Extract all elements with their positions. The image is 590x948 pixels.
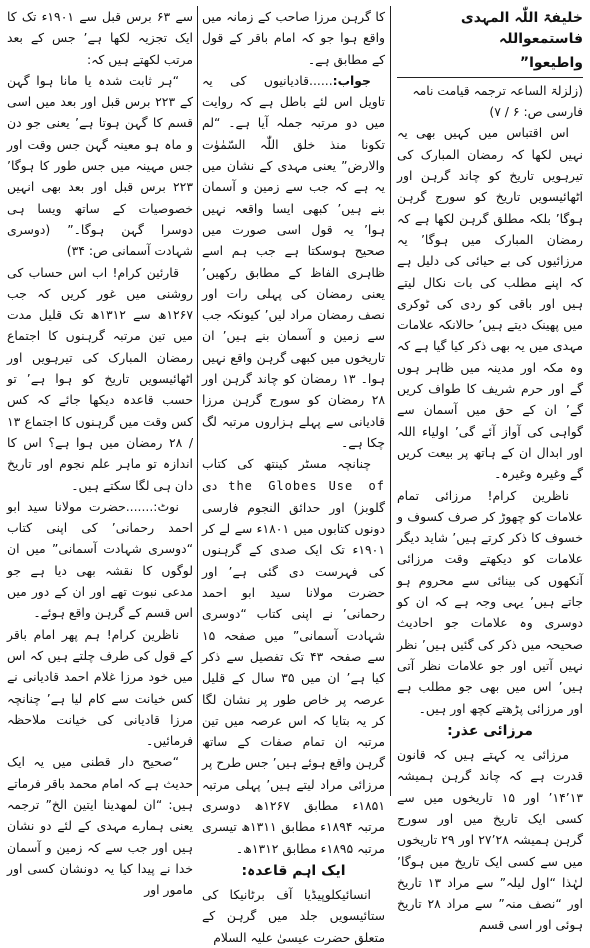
column-middle (202, 6, 385, 945)
paragraph: کا گرہن مرزا صاحب کے زمانہ میں واقع ہوا جو کہ امام باقر کے قول کے مطابق ہے۔ (202, 9, 385, 67)
book-title-english-2: the Globes (228, 478, 318, 493)
book-title-english: Use of (328, 478, 385, 493)
paragraph: انسائیکلوپیڈیا آف برٹانیکا کی ستائیسویں جلد میں گرہن کے متعلق حضرت عیسیٰ علیہ السلام (202, 887, 385, 945)
section-heading: ایک اہم قاعدہ: (241, 862, 346, 879)
quote-title-line-1: خلیفۃ اللّٰہ المہدی فاستمعواللہ (460, 10, 583, 48)
block-quote: “صحیح دار قطنی میں یہ ایک حدیث ہے کہ امام محمد باقر فرماتے ہیں: “ان لمھدینا ایتین الخ” ترجمہ یعنی ہمارے مہدی کے لئے دو نشان ہیں اور جب سے کہ زمین و آسمان خدا نے پیدا کیا یہ دونشان کسی اور مامور اور (7, 754, 193, 898)
book-title-urdu: دی گلوبز) (202, 477, 385, 515)
answer-label: جواب: (332, 72, 371, 88)
note-paragraph: نوٹ:.......حضرت مولانا سید ابو احمد رحمانی’ کی اپنی کتاب “دوسری شہادت آسمانی” میں ان لوگوں کا نقشہ بھی دیا ہے جو مدعی نبوت تھے اور ان کے دور میں اس قسم کے گرہن واقع ہوئے۔ (7, 498, 193, 621)
source-reference: فارسی ص: ۶ / ۷) (489, 104, 583, 120)
section-heading: مرزائی عذر: (447, 722, 533, 739)
column-right (397, 6, 584, 933)
book-text: اور حدائق النجوم فارسی دونوں کتابوں میں ۱۸۰۱ء سے لے کر ۱۹۰۱ء تک ایک صدی کے گرہنوں کی فہرست دی گئی ہے’ اور حضرت مولانا سید ابو احمد رحمانی’ نے اپنی کتاب “دوسری شہادت آسمانی” میں صفحہ ۱۵ سے صفحہ ۴۳ تک تفصیل سے ذکر کیا ہے’ ان میں ۳۵ سال کے قلیل عرصہ پر خاص طور پر نشان لگا کر یہ بتایا کہ اس عرصہ میں تین مرتبہ ان تمام صفات کے ساتھ گرہن واقع ہوئے ہیں’ جس طرح پر مرزائی مراد لیتے ہیں’ پہلی مرتبہ ۱۸۵۱ء مطابق ۱۲۶۷ھ دوسری مرتبہ ۱۸۹۴ء مطابق ۱۳۱۱ھ تیسری مرتبہ ۱۸۹۵ء مطابق ۱۳۱۲ھ۔ (202, 499, 385, 856)
block-quote: “ہر ثابت شدہ یا مانا ہوا گہن کے ۲۲۳ برس قبل اور بعد میں اسی قسم کا گہن ہوتا ہے’ یعنی جو دن و ماہ ہو معینہ گہن جس وقت اور جس مہینہ میں جس طور کا ہوگا’ ۲۲۳ برس قبل اور بعد بھی انہیں خصوصیات کے ساتھ ویسا ہی دوسرا گہن ہوگا۔” (دوسری شہادت آسمانی ص: ۳۴) (7, 72, 193, 259)
column-left (7, 6, 193, 898)
source-title: (زلزلۃ الساعہ ترجمہ قیامت نامہ (412, 82, 583, 98)
book-intro: چنانچہ مسٹر کینتھ کی کتاب (202, 456, 371, 472)
paragraph (202, 70, 385, 453)
answer-text: ......قادیانیوں کی یہ تاویل اس لئے باطل ہے کہ روایت میں دو مرتبہ جملہ آیا ہے۔ “لم تکونا منذ خلق اللّٰہ السّمٰوٰت والارض” یعنی مہدی کے نشان میں یہ ہے کہ جب سے زمین و آسمان بنے ہیں’ کبھی ایسا واقعہ نہیں ہوا’ یہ قول اسی صورت میں صحیح ہوسکتا ہے جب ہم اسے ظاہری الفاظ کے مطابق رکھیں’ یعنی رمضان کی پہلی رات اور نصف رمضان مراد لیں’ کیونکہ جب سے زمین و آسمان بنے ہیں’ ان تاریخوں میں کبھی گرہن واقع نہیں ہوا۔ ۱۳ رمضان کو چاند گرہن اور ۲۸ رمضان کو سورج گرہن مرزا قادیانی سے پہلے ہزاروں مرتبہ لگ چکا ہے۔ (202, 72, 385, 450)
column-divider (197, 6, 198, 796)
column-divider (390, 6, 391, 796)
paragraph: ناظرین کرام! مرزائی تمام علامات کو چھوڑ کر صرف کسوف و خسوف کا ذکر کرتے ہیں’ شاید دیگر علامات کو دیکھتے وقت مرزائی آنکھوں کی بینائی سے محروم ہو جاتے ہیں’ یہی وجہ ہے کہ ان کو دوسری وہ علامات جو احادیث صحیحہ میں ذکر کی گئیں ہیں’ نظر نہیں آتیں اور جو علامات نظر آتی ہیں’ اس میں بھی جو مطلب ہے اور مرزائی پڑھتے کچھ اور ہیں۔ (397, 487, 583, 716)
paragraph: اس اقتباس میں کہیں بھی یہ نہیں لکھا کہ رمضان المبارک کی تیرہویں تاریخ کو چاند گرہن اور اٹھائیسویں تاریخ کو سورج گرہن ہوگا’ بلکہ مطلق گرہن لکھا ہے کہ رمضان المبارک میں ہوگا’ یہ مرزائیوں کی بے حیائی کی دلیل ہے کہ اپنے مطلب کی بات نکال لیتے ہیں اور باقی کو ردی کی ٹوکری میں پھینک دیتے ہیں’ حالانکہ علامات مہدی میں یہ بھی ذکر کیا گیا ہے کہ وہ مکہ اور مدینہ میں ظاہر ہوں گے اور حرم شریف کا طواف کریں گے’ ان کے حق میں آسمان سے گواہی کی آواز آئے گی’ اولیاء اللہ اور ابدال ان کے ہاتھ پر بیعت کریں گے وغیرہ وغیرہ۔ (397, 125, 583, 482)
paragraph: ناظرین کرام! ہم پھر امام باقر کے قول کی طرف چلتے ہیں کہ اس میں خود مرزا غلام احمد قادیانی نے کس خیانت سے کام لیا ہے’ چنانچہ مرزا قادیانی کی خیانت ملاحظہ فرمائیں۔ (7, 626, 193, 749)
paragraph: قارئین کرام! اب اس حساب کی روشنی میں غور کریں کہ جب ۱۲۶۷ھ سے ۱۳۱۲ھ تک قلیل مدت میں تین مرتبہ گرہنوں کا اجتماع رمضان المبارک کی تیرہویں اور اٹھائیسویں تاریخ کو ہوا ہے’ تو حسب قاعدہ دیکھا جائے کہ کس کس وقت میں گرہنوں کا اجتماع ۱۳ / ۲۸ رمضان میں ہوا ہے؟ اس کا اندازہ تو ماہر علم نجوم اور تاریخ دان ہی لگا سکتے ہیں۔ (7, 264, 193, 493)
paragraph: مرزائی یہ کہتے ہیں کہ قانون قدرت ہے کہ چاند گرہن ہمیشہ ۱۳’۱۴’ اور ۱۵ تاریخوں میں سے کسی ایک تاریخ میں اور سورج گرہن ہمیشہ ۲۸’۲۷ اور ۲۹ تاریخوں میں سے کسی ایک تاریخ میں ہوگا’ لہٰذا “اول لیلہ” سے مراد ۱۳ تاریخ اور “نصف منہ” سے مراد ۲۸ تاریخ ہوئی اور اسی قسم (397, 747, 584, 933)
quote-title-line-2: واطیعوا” (519, 54, 583, 71)
paragraph (202, 453, 385, 859)
title-rule (397, 77, 583, 78)
paragraph: سے ۶۳ برس قبل سے ۱۹۰۱ء تک کا ایک تجزیہ لکھا ہے’ جس کے بعد مرتب لکھتے ہیں کہ: (7, 9, 193, 67)
